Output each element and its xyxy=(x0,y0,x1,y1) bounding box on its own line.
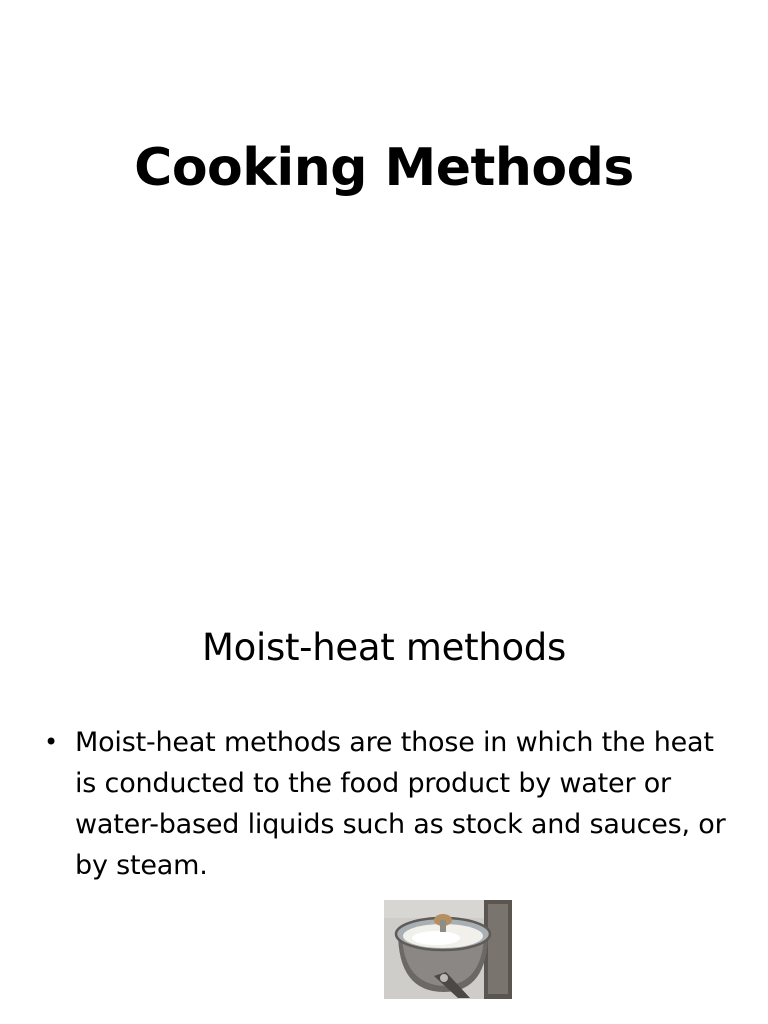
bullet-text: Moist-heat methods are those in which the heat is conducted to the food product by water or water-based liquids such as stock and sauces, or by steam. xyxy=(75,727,726,881)
bullet-list xyxy=(44,722,734,886)
saucepan-icon xyxy=(384,900,512,999)
list-item xyxy=(44,722,734,886)
page-title: Cooking Methods xyxy=(134,138,634,198)
saucepan-photo xyxy=(384,900,512,999)
content-slide xyxy=(0,590,768,1024)
section-heading: Moist-heat methods xyxy=(202,626,566,669)
bullet-icon: • xyxy=(44,728,58,756)
